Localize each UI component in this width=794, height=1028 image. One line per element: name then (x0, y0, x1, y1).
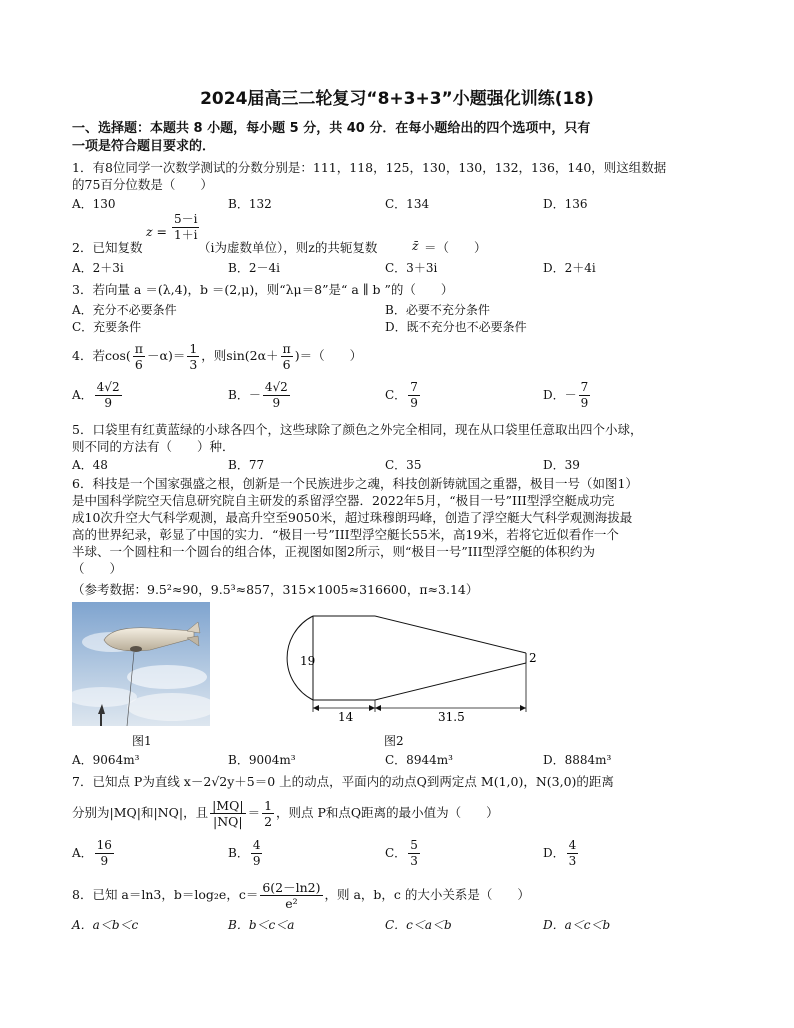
q2-option-d[interactable]: D．2＋4i (543, 261, 596, 275)
q2-mid: （i为虚数单位），则z的共轭复数 (198, 240, 378, 255)
q4-option-c-label: C． (385, 388, 407, 402)
q1-line2: 的75百分位数是（ ） (72, 177, 213, 192)
q2-option-c[interactable]: C．3＋3i (385, 261, 438, 275)
q2-z-label: z = (146, 224, 168, 239)
q4-option-b-num: 4√2 (264, 380, 288, 394)
q4-option-a-num: 4√2 (96, 380, 120, 394)
q7-option-d-num: 4 (568, 838, 577, 852)
q7-option-a[interactable] (72, 836, 116, 870)
q6-option-a[interactable]: A．9064m³ (72, 753, 140, 767)
figure2-front-view (258, 612, 558, 722)
q4-option-b-label: B． (228, 388, 249, 402)
q5-line2: 则不同的方法有（ ）种． (72, 439, 235, 454)
q4-frac3-den: 6 (282, 357, 291, 372)
q7-option-d-den: 3 (568, 854, 577, 868)
q7-option-c-num: 5 (410, 838, 418, 852)
q4-frac3-num: π (282, 341, 291, 356)
q8-option-b[interactable]: B．b＜c＜a (228, 918, 295, 932)
q6-line4: 高的世界纪录，彰显了中国的实力．“极目一号”III型浮空艇长55米，高19米，若将它近似看作一个 (72, 527, 619, 542)
q1-option-d[interactable]: D．136 (543, 197, 588, 211)
q4-question (72, 339, 362, 373)
front-view-svg (258, 612, 558, 722)
q7-option-b-den: 9 (252, 854, 261, 868)
q7-frac1-den: |NQ| (213, 814, 243, 829)
q4-option-b-sign: － (248, 388, 261, 402)
dim-height-label: 19 (300, 654, 316, 668)
q5-option-a[interactable]: A．48 (72, 458, 108, 472)
q7-equals: ＝ (247, 805, 261, 820)
q6-line2: 是中国科学院空天信息研究院自主研发的系留浮空器．2022年5月，“极目一号”III型浮空艇成功完 (72, 493, 615, 508)
q4-frac2-num: 1 (189, 341, 198, 356)
q4-frac1-num: π (134, 341, 143, 356)
section-heading-line1: 一、选择题：本题共 8 小题，每小题 5 分，共 40 分．在每小题给出的四个选项中，只有 (72, 121, 591, 136)
q2-option-b[interactable]: B．2－4i (228, 261, 280, 275)
q5-option-d[interactable]: D．39 (543, 458, 580, 472)
q4-option-c-den: 9 (410, 396, 418, 410)
q3-option-b[interactable]: B．必要不充分条件 (385, 303, 490, 317)
q4-mid1: －α)＝ (147, 348, 186, 363)
q8-option-d[interactable]: D．a＜c＜b (543, 918, 611, 932)
q8-option-c[interactable]: C．c＜a＜b (385, 918, 452, 932)
q4-mid2: ，则sin(2α＋ (201, 348, 279, 363)
q7-frac2-den: 2 (264, 814, 273, 829)
q3-option-a[interactable]: A．充分不必要条件 (72, 303, 177, 317)
dim-tip-label: 2 (529, 651, 537, 665)
page-title: 2024届高三二轮复习“8+3+3”小题强化训练(18) (200, 89, 594, 109)
q6-option-c[interactable]: C．8944m³ (385, 753, 453, 767)
q1-option-a[interactable]: A．130 (72, 197, 116, 211)
q2-frac-den: 1＋i (174, 228, 198, 242)
q1-line1: 1．有8位同学一次数学测试的分数分别是：111，118，125，130，130，132，136，140，则这组数据 (72, 160, 667, 175)
q8-frac-num: 6(2－ln2) (262, 880, 321, 895)
q7-option-b-num: 4 (252, 838, 261, 852)
q8-prefix: 8．已知 a＝ln3，b＝log₂e，c＝ (72, 887, 259, 902)
q6-line1: 6．科技是一个国家强盛之根，创新是一个民族进步之魂，科技创新铸就国之重器，极目一号（如图1） (72, 476, 638, 491)
q4-option-d-num: 7 (580, 380, 589, 394)
q3-option-d[interactable]: D．既不充分也不必要条件 (385, 320, 527, 334)
q7-option-d-label: D． (543, 846, 565, 860)
q4-option-b-den: 9 (272, 396, 281, 410)
q4-option-d[interactable] (543, 378, 592, 412)
figure1-caption: 图1 (132, 734, 152, 748)
q7-line1: 7．已知点 P为直线 x－2√2y＋5＝0 上的动点，平面内的动点Q到两定点 M(1,0)，N(3,0)的距离 (72, 774, 614, 789)
q7-line2-end: ，则点 P和点Q距离的最小值为（ ） (276, 805, 499, 820)
q5-line1: 5．口袋里有红黄蓝绿的小球各四个，这些球除了颜色之外完全相同，现在从口袋里任意取出四个小球， (72, 422, 643, 437)
q2-prefix: 2．已知复数 (72, 240, 143, 255)
q7-option-b-label: B． (228, 846, 249, 860)
q7-frac1-num: |MQ| (212, 798, 244, 813)
q6-option-d[interactable]: D．8884m³ (543, 753, 612, 767)
q7-option-b[interactable] (228, 836, 264, 870)
q4-option-a-den: 9 (104, 396, 112, 410)
figure2-caption: 图2 (384, 734, 404, 748)
q7-line2 (72, 796, 499, 830)
q4-prefix: 4．若cos( (72, 348, 131, 363)
dim-left-label: 14 (338, 710, 354, 722)
section-heading-line2: 一项是符合题目要求的． (72, 139, 216, 154)
q7-option-c[interactable] (385, 836, 422, 870)
q7-option-a-label: A． (72, 846, 93, 860)
q3-option-c[interactable]: C．充要条件 (72, 320, 142, 334)
q4-option-a-label: A． (72, 388, 93, 402)
q7-option-a-den: 9 (100, 854, 109, 868)
figure1-airship-photo (72, 602, 210, 726)
q2-frac-num: 5－i (174, 212, 198, 226)
q7-option-d[interactable] (543, 836, 580, 870)
q3-text: 3．若向量 a ＝(λ,4)，b ＝(2,μ)，则“λμ＝8”是“ a ∥ b ”的（ ） (72, 282, 454, 297)
q2-option-a[interactable]: A．2＋3i (72, 261, 124, 275)
q7-frac2-num: 1 (264, 798, 273, 813)
q8-end: ，则 a，b，c 的大小关系是（ ） (324, 887, 530, 902)
q4-option-a[interactable] (72, 378, 124, 412)
q4-frac1-den: 6 (134, 357, 143, 372)
q2-end: ＝（ ） (424, 240, 487, 255)
q4-option-b[interactable] (228, 378, 292, 412)
airship-photo-svg (72, 602, 210, 726)
q4-end: )＝（ ） (294, 348, 363, 363)
q4-option-c[interactable] (385, 378, 422, 412)
q2-fraction (170, 212, 201, 243)
q8-option-a[interactable]: A．a＜b＜c (72, 918, 139, 932)
dim-right-label: 31.5 (438, 710, 465, 722)
q7-option-c-den: 3 (410, 854, 418, 868)
q1-option-c[interactable]: C．134 (385, 197, 430, 211)
q8-frac-den: e² (285, 896, 298, 911)
q6-reference-data: （参考数据：9.5²≈90，9.5³≈857，315×1005≈316600，π≈3.14） (72, 582, 479, 597)
q2-zbar: z̄ (412, 238, 419, 253)
q4-option-d-den: 9 (580, 396, 589, 410)
q1-option-b[interactable]: B．132 (228, 197, 272, 211)
q4-option-d-sign: － (564, 388, 577, 402)
q6-line5: 半球、一个圆柱和一个圆台的组合体，正视图如图2所示，则“极目一号”III型浮空艇的体积约为 (72, 544, 596, 559)
q5-option-b[interactable]: B．77 (228, 458, 265, 472)
q7-line2-prefix: 分别为|MQ|和|NQ|，且 (72, 805, 209, 820)
q6-line6: （ ） (72, 561, 123, 576)
q4-option-c-num: 7 (410, 380, 418, 394)
q5-option-c[interactable]: C．35 (385, 458, 422, 472)
q4-frac2-den: 3 (189, 357, 198, 372)
q7-option-c-label: C． (385, 846, 407, 860)
q6-option-b[interactable]: B．9004m³ (228, 753, 296, 767)
q7-option-a-num: 16 (96, 838, 112, 852)
q4-option-d-label: D． (543, 388, 565, 402)
q6-line3: 成10次升空大气科学观测，最高升空至9050米，超过珠穆朗玛峰，创造了浮空艇大气科学观测海拔最 (72, 510, 633, 525)
q8-question (72, 878, 530, 912)
